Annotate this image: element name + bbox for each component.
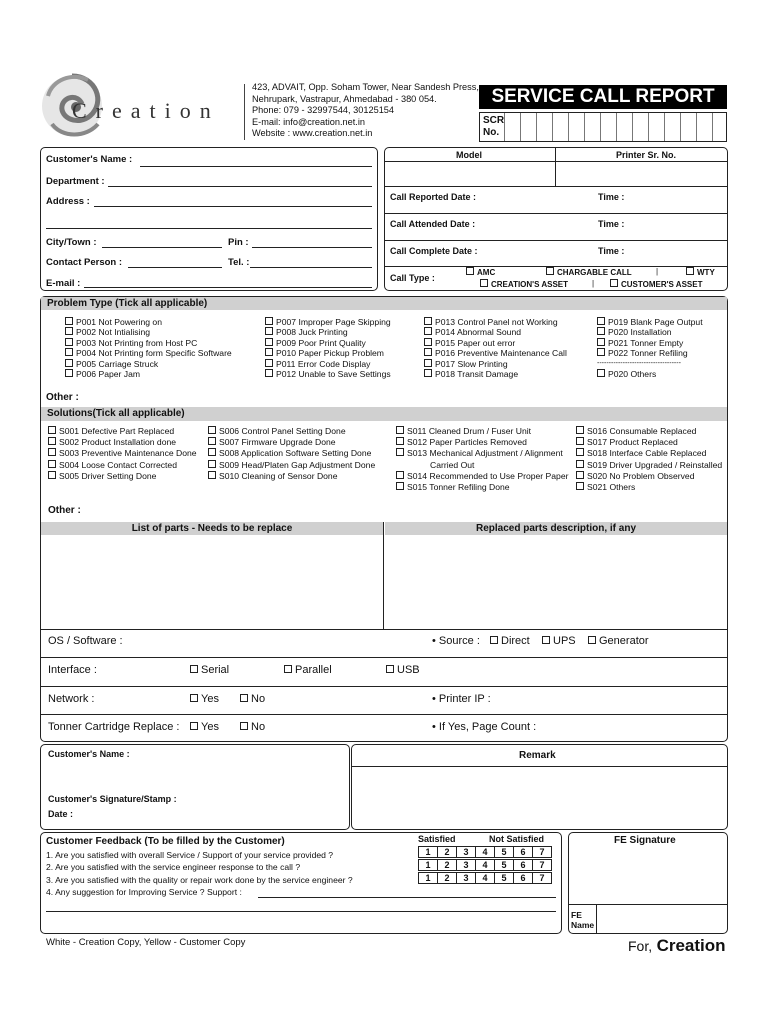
interface-label: Interface :	[48, 664, 97, 676]
rating-cell[interactable]: 3	[457, 873, 476, 884]
solutions-header: Solutions(Tick all applicable)	[41, 407, 727, 421]
solution-option[interactable]: S014 Recommended to Use Proper Paper	[396, 471, 568, 482]
rating-cell[interactable]: 2	[438, 860, 457, 871]
interface-serial-option[interactable]: Serial	[190, 664, 229, 676]
problem-option[interactable]: P018 Transit Damage	[424, 369, 567, 379]
problem-option[interactable]: P011 Error Code Display	[265, 359, 391, 369]
solution-option[interactable]: S005 Driver Setting Done	[48, 471, 197, 482]
city-label: City/Town :	[46, 237, 97, 248]
feedback-header: Customer Feedback (To be filled by the Customer)	[46, 836, 285, 847]
problem-option[interactable]: P009 Poor Print Quality	[265, 338, 391, 348]
feedback-question: 4. Any suggestion for Improving Service ? Support :	[46, 887, 242, 898]
interface-usb-option[interactable]: USB	[386, 664, 420, 676]
call-type-customer-asset[interactable]: CUSTOMER'S ASSET	[610, 280, 702, 289]
solution-col-1	[48, 426, 197, 482]
rating-cell[interactable]: 6	[514, 860, 533, 871]
address-label: Address :	[46, 196, 90, 207]
email-field[interactable]	[84, 287, 372, 288]
problem-option[interactable]: P014 Abnormal Sound	[424, 327, 567, 337]
address-line: Nehrupark, Vastrapur, Ahmedabad - 380 054.	[252, 93, 437, 104]
rating-cell[interactable]: 5	[495, 860, 514, 871]
power-source-label: • Source :	[432, 635, 480, 647]
time-label: Time :	[598, 246, 625, 256]
solution-option[interactable]: S001 Defective Part Replaced	[48, 426, 197, 437]
suggestion-field-1[interactable]	[258, 897, 556, 898]
feedback-question: 3. Are you satisfied with the quality or repair work done by the service engineer ?	[46, 874, 353, 885]
call-attended-label: Call Attended Date :	[390, 219, 476, 229]
call-type-wty[interactable]: WTY	[686, 268, 715, 277]
problem-option[interactable]: P007 Improper Page Skipping	[265, 317, 391, 327]
model-field[interactable]	[386, 162, 554, 186]
printer-serial-field[interactable]	[557, 162, 725, 186]
solution-col-3	[396, 426, 568, 493]
logo-text: Creation	[72, 98, 220, 123]
rating-cell[interactable]: 6	[514, 847, 533, 858]
problem-option[interactable]: P002 Not Intialising	[65, 327, 232, 337]
rating-cell[interactable]: 7	[533, 847, 552, 858]
problem-option[interactable]: P010 Paper Pickup Problem	[265, 348, 391, 358]
signoff-date-label: Date :	[48, 809, 74, 819]
company-address	[252, 82, 479, 140]
problem-option[interactable]: P012 Unable to Save Settings	[265, 369, 391, 379]
suggestion-field-2[interactable]	[46, 911, 556, 912]
rating-row-2[interactable]	[418, 859, 552, 871]
not-satisfied-label: Not Satisfied	[489, 834, 545, 844]
tel-label: Tel. :	[228, 257, 250, 268]
rating-cell[interactable]: 2	[438, 847, 457, 858]
parts-needed-header: List of parts - Needs to be replace	[41, 522, 383, 535]
email-label: E-mail :	[46, 278, 81, 289]
rating-cell[interactable]: 4	[476, 847, 495, 858]
contact-person-label: Contact Person :	[46, 257, 123, 268]
pin-field[interactable]	[252, 247, 372, 248]
rating-cell[interactable]: 1	[419, 847, 438, 858]
solution-option[interactable]: S015 Tonner Refiling Done	[396, 482, 568, 493]
problem-option[interactable]: P016 Preventive Maintenance Call	[424, 348, 567, 358]
problem-other-field[interactable]	[90, 388, 720, 404]
solution-option[interactable]: S012 Paper Particles Removed	[396, 437, 568, 448]
solution-option[interactable]: S017 Product Replaced	[576, 437, 722, 448]
feedback-questions	[46, 849, 353, 899]
solution-option[interactable]: S013 Mechanical Adjustment / Alignment	[396, 448, 568, 459]
solution-option[interactable]: S006 Control Panel Setting Done	[208, 426, 375, 437]
solution-option[interactable]: S021 Others	[576, 482, 722, 493]
network-yes-option[interactable]: Yes	[190, 693, 219, 705]
solution-option[interactable]: S003 Preventive Maintenance Done	[48, 448, 197, 459]
model-header: Model	[456, 150, 482, 160]
rating-cell[interactable]: 4	[476, 873, 495, 884]
rating-cell[interactable]: 3	[457, 860, 476, 871]
solution-option[interactable]: S004 Loose Contact Corrected	[48, 460, 197, 471]
problem-option[interactable]: P017 Slow Printing	[424, 359, 567, 369]
rating-cell[interactable]: 4	[476, 860, 495, 871]
call-type-chargable[interactable]: CHARGABLE CALL	[546, 268, 632, 277]
page-count-label: • If Yes, Page Count :	[432, 721, 537, 733]
solution-option[interactable]: S002 Product Installation done	[48, 437, 197, 448]
problem-col-3	[424, 317, 567, 379]
call-type-label: Call Type :	[390, 273, 435, 283]
problem-option[interactable]: P022 Tonner Refiling	[597, 348, 703, 358]
rating-row-1[interactable]	[418, 846, 552, 858]
rating-cell[interactable]: 5	[495, 847, 514, 858]
call-complete-label: Call Complete Date :	[390, 246, 478, 256]
remark-header: Remark	[519, 750, 556, 761]
problem-option[interactable]: P004 Not Printing form Specific Software	[65, 348, 232, 358]
source-ups-option[interactable]: UPS	[542, 635, 576, 647]
solution-option[interactable]: S010 Cleaning of Sensor Done	[208, 471, 375, 482]
email-line: E-mail: info@creation.net.in	[252, 116, 365, 127]
problem-option[interactable]: P006 Paper Jam	[65, 369, 232, 379]
solution-col-4	[576, 426, 722, 493]
department-label: Department :	[46, 176, 105, 187]
solution-option[interactable]: S018 Interface Cable Replaced	[576, 448, 722, 459]
address-line: 423, ADVAIT, Opp. Soham Tower, Near Sandesh Press,	[252, 82, 479, 92]
problem-option[interactable]: P001 Not Powering on	[65, 317, 232, 327]
rating-cell[interactable]: 1	[419, 860, 438, 871]
address-field-1[interactable]	[94, 206, 372, 207]
interface-parallel-option[interactable]: Parallel	[284, 664, 332, 676]
problem-type-header: Problem Type (Tick all applicable)	[41, 297, 727, 310]
customer-details-box	[40, 147, 378, 291]
network-no-option[interactable]: No	[240, 693, 265, 705]
network-label: Network :	[48, 693, 95, 705]
phone-line: Phone: 079 - 32997544, 30125154	[252, 105, 395, 116]
fe-name-label: FE Name	[571, 910, 595, 930]
customer-name-label: Customer's Name :	[46, 154, 133, 165]
city-field[interactable]	[102, 247, 222, 248]
source-direct-option[interactable]: Direct	[490, 635, 530, 647]
rating-cell[interactable]: 7	[533, 860, 552, 871]
solution-option[interactable]: S009 Head/Platen Gap Adjustment Done	[208, 460, 375, 471]
problem-option[interactable]: P008 Juck Printing	[265, 327, 391, 337]
problem-dashes: ------------------------------------	[597, 359, 681, 367]
website-line: Website : www.creation.net.in	[252, 128, 373, 139]
problem-option[interactable]: P020 Others	[597, 369, 703, 379]
problem-col-2	[265, 317, 391, 379]
problem-option[interactable]: P019 Blank Page Output	[597, 317, 703, 327]
source-generator-option[interactable]: Generator	[588, 635, 649, 647]
feedback-question: 1. Are you satisfied with overall Service / Support of your service provided ?	[46, 850, 334, 860]
signoff-name-label: Customer's Name :	[48, 749, 130, 759]
report-title: SERVICE CALL REPORT	[479, 85, 727, 109]
rating-row-3[interactable]	[418, 872, 552, 884]
solution-option[interactable]: S019 Driver Upgraded / Reinstalled	[576, 460, 722, 471]
solution-option[interactable]: S020 No Problem Observed	[576, 471, 722, 482]
signoff-signature-label: Customer's Signature/Stamp :	[48, 794, 177, 804]
fe-signature-label: FE Signature	[614, 835, 676, 846]
tonner-yes-option[interactable]: Yes	[190, 721, 219, 733]
solution-option-continuation: Carried Out	[430, 459, 475, 470]
problem-other-label: Other :	[46, 392, 79, 403]
time-label: Time :	[598, 219, 625, 229]
scr-number-field[interactable]: SCR No.	[479, 112, 727, 142]
problem-option[interactable]: P005 Carriage Struck	[65, 359, 232, 369]
tonner-replace-label: Tonner Cartridge Replace :	[48, 721, 180, 733]
problem-option[interactable]: P015 Paper out error	[424, 338, 567, 348]
customer-name-field[interactable]	[140, 166, 372, 167]
solution-other-field[interactable]	[90, 502, 720, 518]
rating-cell[interactable]: 5	[495, 873, 514, 884]
call-type-creation-asset[interactable]: CREATION'S ASSET	[480, 280, 568, 289]
problem-option[interactable]: P020 Installation	[597, 327, 703, 337]
solution-col-2	[208, 426, 375, 482]
problem-option[interactable]: P003 Not Printing from Host PC	[65, 338, 232, 348]
copy-note: White - Creation Copy, Yellow - Customer Copy	[46, 937, 246, 948]
contact-person-field[interactable]	[128, 267, 222, 268]
parts-replaced-header: Replaced parts description, if any	[385, 522, 727, 535]
address-field-2[interactable]	[46, 228, 372, 229]
rating-cell[interactable]: 6	[514, 873, 533, 884]
department-field[interactable]	[108, 186, 372, 187]
solution-option[interactable]: S011 Cleaned Drum / Fuser Unit	[396, 426, 568, 437]
feedback-question: 2. Are you satisfied with the service engineer response to the call ?	[46, 862, 301, 873]
call-type-amc[interactable]: AMC	[466, 268, 495, 277]
parts-replaced-area[interactable]	[386, 536, 726, 628]
call-reported-label: Call Reported Date :	[390, 192, 477, 202]
problem-option[interactable]: P013 Control Panel not Working	[424, 317, 567, 327]
problem-col-4	[597, 317, 703, 379]
problem-option[interactable]: P021 Tonner Empty	[597, 338, 703, 348]
satisfied-label: Satisfied	[418, 834, 456, 844]
tel-field[interactable]	[250, 267, 372, 268]
solution-option[interactable]: S016 Consumable Replaced	[576, 426, 722, 437]
for-creation: For, Creation	[628, 936, 726, 955]
parts-needed-area[interactable]	[42, 536, 382, 628]
rating-cell[interactable]: 3	[457, 847, 476, 858]
company-logo	[38, 66, 238, 146]
fe-name-field[interactable]	[598, 906, 726, 932]
problem-col-1	[65, 317, 232, 379]
rating-cell[interactable]: 1	[419, 873, 438, 884]
solution-other-label: Other :	[48, 505, 81, 516]
tonner-no-option[interactable]: No	[240, 721, 265, 733]
solution-option[interactable]: S007 Firmware Upgrade Done	[208, 437, 375, 448]
time-label: Time :	[598, 192, 625, 202]
printer-serial-header: Printer Sr. No.	[616, 150, 677, 160]
os-software-label: OS / Software :	[48, 635, 123, 647]
rating-cell[interactable]: 7	[533, 873, 552, 884]
pin-label: Pin :	[228, 237, 249, 248]
printer-ip-label: • Printer IP :	[432, 693, 491, 705]
rating-cell[interactable]: 2	[438, 873, 457, 884]
solution-option[interactable]: S008 Application Software Setting Done	[208, 448, 375, 459]
